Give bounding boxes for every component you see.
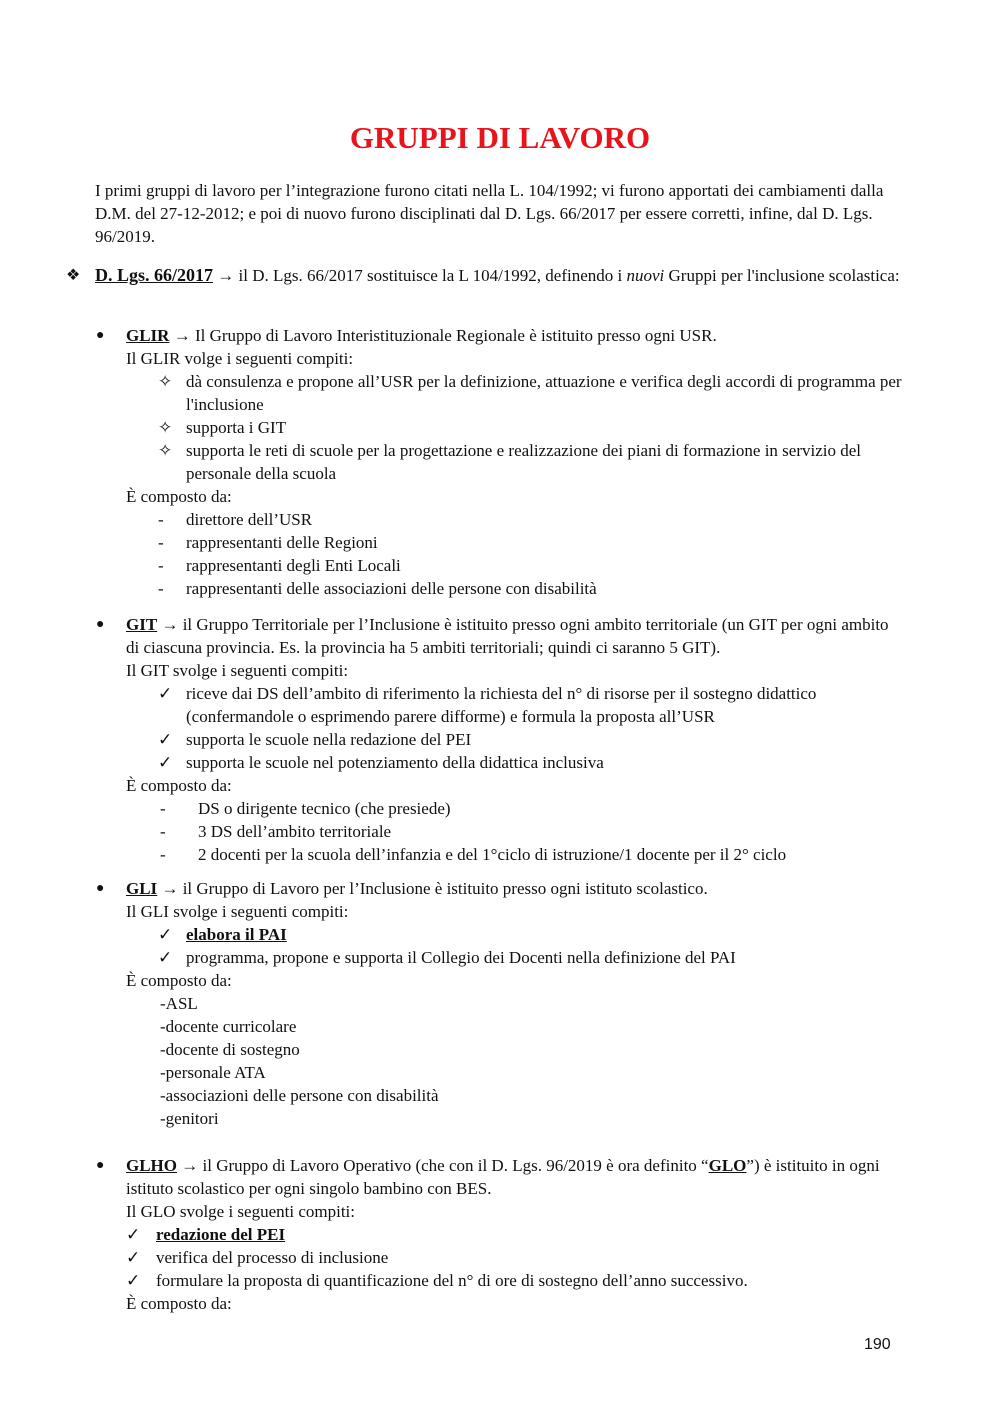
gli-member: -ASL (160, 994, 198, 1013)
list-item (126, 923, 906, 946)
git-task: riceve dai DS dell’ambito di riferimento la richiesta del n° di risorse per il sostegno didattico (confermandole o esprimendo parere difforme) e formula la proposta all’USR (186, 684, 817, 726)
list-item (126, 728, 906, 751)
gli-member: -docente curricolare (160, 1017, 297, 1036)
glho-task-bold: redazione del PEI (156, 1225, 286, 1244)
check-icon: ✓ (158, 753, 173, 772)
list-item (126, 439, 906, 485)
intro-paragraph: I primi gruppi di lavoro per l’integrazione furono citati nella L. 104/1992; vi furono apportati dei cambiamenti dalla D.M. del 27-12-2012; e poi di nuovo furono disciplinati dal D. Lgs. 66/2017 per essere corretti, infine, dal D. Lgs. 96/2019. (95, 181, 884, 246)
git-member: DS o dirigente tecnico (che presiede) (198, 799, 451, 818)
glir-member: rappresentanti delle Regioni (186, 533, 378, 552)
main-section-text-b: Gruppi per l'inclusione scolastica: (664, 266, 900, 285)
dash-marker: - (160, 799, 166, 818)
glir-tasks-label: Il GLIR volge i seguenti compiti: (126, 349, 354, 368)
list-item (126, 577, 906, 600)
glho-task: verifica del processo di inclusione (156, 1248, 389, 1267)
list-item (126, 416, 906, 439)
gli-composition-label: È composto da: (126, 971, 232, 990)
bullet-icon: ● (96, 1158, 105, 1173)
git-member: 3 DS dell’ambito territoriale (198, 822, 392, 841)
main-section-heading: D. Lgs. 66/2017 (95, 265, 214, 285)
gli-section (96, 877, 906, 1130)
bullet-icon: ● (96, 328, 105, 343)
check-icon: ✓ (158, 925, 173, 944)
main-section (66, 264, 905, 287)
list-item (126, 531, 906, 554)
dash-marker: - (158, 510, 164, 529)
list-item (126, 946, 906, 969)
list-item (126, 682, 906, 728)
glir-section (96, 324, 906, 600)
git-member: 2 docenti per la scuola dell’infanzia e del 1°ciclo di istruzione/1 docente per il 2° ciclo (198, 845, 787, 864)
gli-member: -associazioni delle persone con disabilità (160, 1086, 439, 1105)
diamond-bullet-icon: ❖ (66, 267, 81, 284)
glo-label: GLO (708, 1156, 747, 1175)
git-composition-label: È composto da: (126, 776, 232, 795)
list-item (126, 554, 906, 577)
page-number: 190 (864, 1336, 891, 1353)
four-point-star-icon: ✧ (158, 441, 173, 460)
gli-task-bold: elabora il PAI (186, 925, 287, 944)
main-section-text-a: → il D. Lgs. 66/2017 sostituisce la L 104/1992, definendo i (213, 266, 627, 285)
check-icon: ✓ (158, 730, 173, 749)
glir-heading: GLIR (126, 326, 170, 345)
glho-description-b: ”) è istituito in ogni istituto scolastico per ogni singolo bambino con BES. (126, 1156, 880, 1198)
glir-member: direttore dell’USR (186, 510, 313, 529)
glir-description: → Il Gruppo di Lavoro Interistituzionale Regionale è istituito presso ogni USR. (169, 326, 717, 345)
gli-task: programma, propone e supporta il Collegio dei Docenti nella definizione del PAI (186, 948, 736, 967)
glir-composition-label: È composto da: (126, 487, 232, 506)
glir-member: rappresentanti delle associazioni delle persone con disabilità (186, 579, 597, 598)
check-icon: ✓ (126, 1225, 141, 1244)
git-description: → il Gruppo Territoriale per l’Inclusione è istituito presso ogni ambito territoriale (un GIT per ogni ambito di ciascuna provincia. Es. la provincia ha 5 ambiti territoriali; quindi ci saranno 5 GIT). (126, 615, 889, 657)
gli-member: -personale ATA (160, 1063, 266, 1082)
glho-task: formulare la proposta di quantificazione del n° di ore di sostegno dell’anno successivo. (156, 1271, 748, 1290)
glho-description-a: → il Gruppo di Lavoro Operativo (che con il D. Lgs. 96/2019 è ora definito “ (177, 1156, 709, 1175)
dash-marker: - (158, 579, 164, 598)
four-point-star-icon: ✧ (158, 418, 173, 437)
glho-heading: GLHO (126, 1156, 178, 1175)
git-task: supporta le scuole nel potenziamento della didattica inclusiva (186, 753, 604, 772)
glho-tasks-label: Il GLO svolge i seguenti compiti: (126, 1202, 355, 1221)
list-item (126, 370, 906, 416)
git-task: supporta le scuole nella redazione del PEI (186, 730, 472, 749)
git-heading: GIT (126, 615, 158, 634)
glir-member: rappresentanti degli Enti Locali (186, 556, 401, 575)
bullet-icon: ● (96, 617, 105, 632)
check-icon: ✓ (158, 684, 173, 703)
check-icon: ✓ (126, 1271, 141, 1290)
glho-section (96, 1154, 906, 1315)
dash-marker: - (160, 845, 166, 864)
list-item (126, 797, 906, 820)
list-item (126, 1246, 906, 1269)
check-icon: ✓ (126, 1248, 141, 1267)
gli-member: -genitori (160, 1109, 219, 1128)
list-item (126, 820, 906, 843)
git-tasks-label: Il GIT svolge i seguenti compiti: (126, 661, 349, 680)
glho-composition-label: È composto da: (126, 1294, 232, 1313)
gli-tasks-label: Il GLI svolge i seguenti compiti: (126, 902, 349, 921)
list-item (126, 843, 906, 866)
glir-task: supporta le reti di scuole per la progettazione e realizzazione dei piani di formazione in servizio del personale della scuola (186, 441, 861, 483)
list-item (126, 508, 906, 531)
dash-marker: - (158, 556, 164, 575)
dash-marker: - (160, 822, 166, 841)
dash-marker: - (158, 533, 164, 552)
bullet-icon: ● (96, 881, 105, 896)
gli-heading: GLI (126, 879, 158, 898)
git-section (96, 613, 906, 866)
check-icon: ✓ (158, 948, 173, 967)
page-title: GRUPPI DI LAVORO (349, 120, 651, 155)
gli-description: → il Gruppo di Lavoro per l’Inclusione è istituito presso ogni istituto scolastico. (157, 879, 708, 898)
list-item (126, 1269, 906, 1292)
glir-task: supporta i GIT (186, 418, 287, 437)
glir-task: dà consulenza e propone all’USR per la definizione, attuazione e verifica degli accordi di programma per l'inclusione (186, 372, 902, 414)
gli-member: -docente di sostegno (160, 1040, 300, 1059)
four-point-star-icon: ✧ (158, 372, 173, 391)
list-item (126, 751, 906, 774)
list-item (126, 1223, 906, 1246)
main-section-emphasis: nuovi (626, 266, 665, 285)
